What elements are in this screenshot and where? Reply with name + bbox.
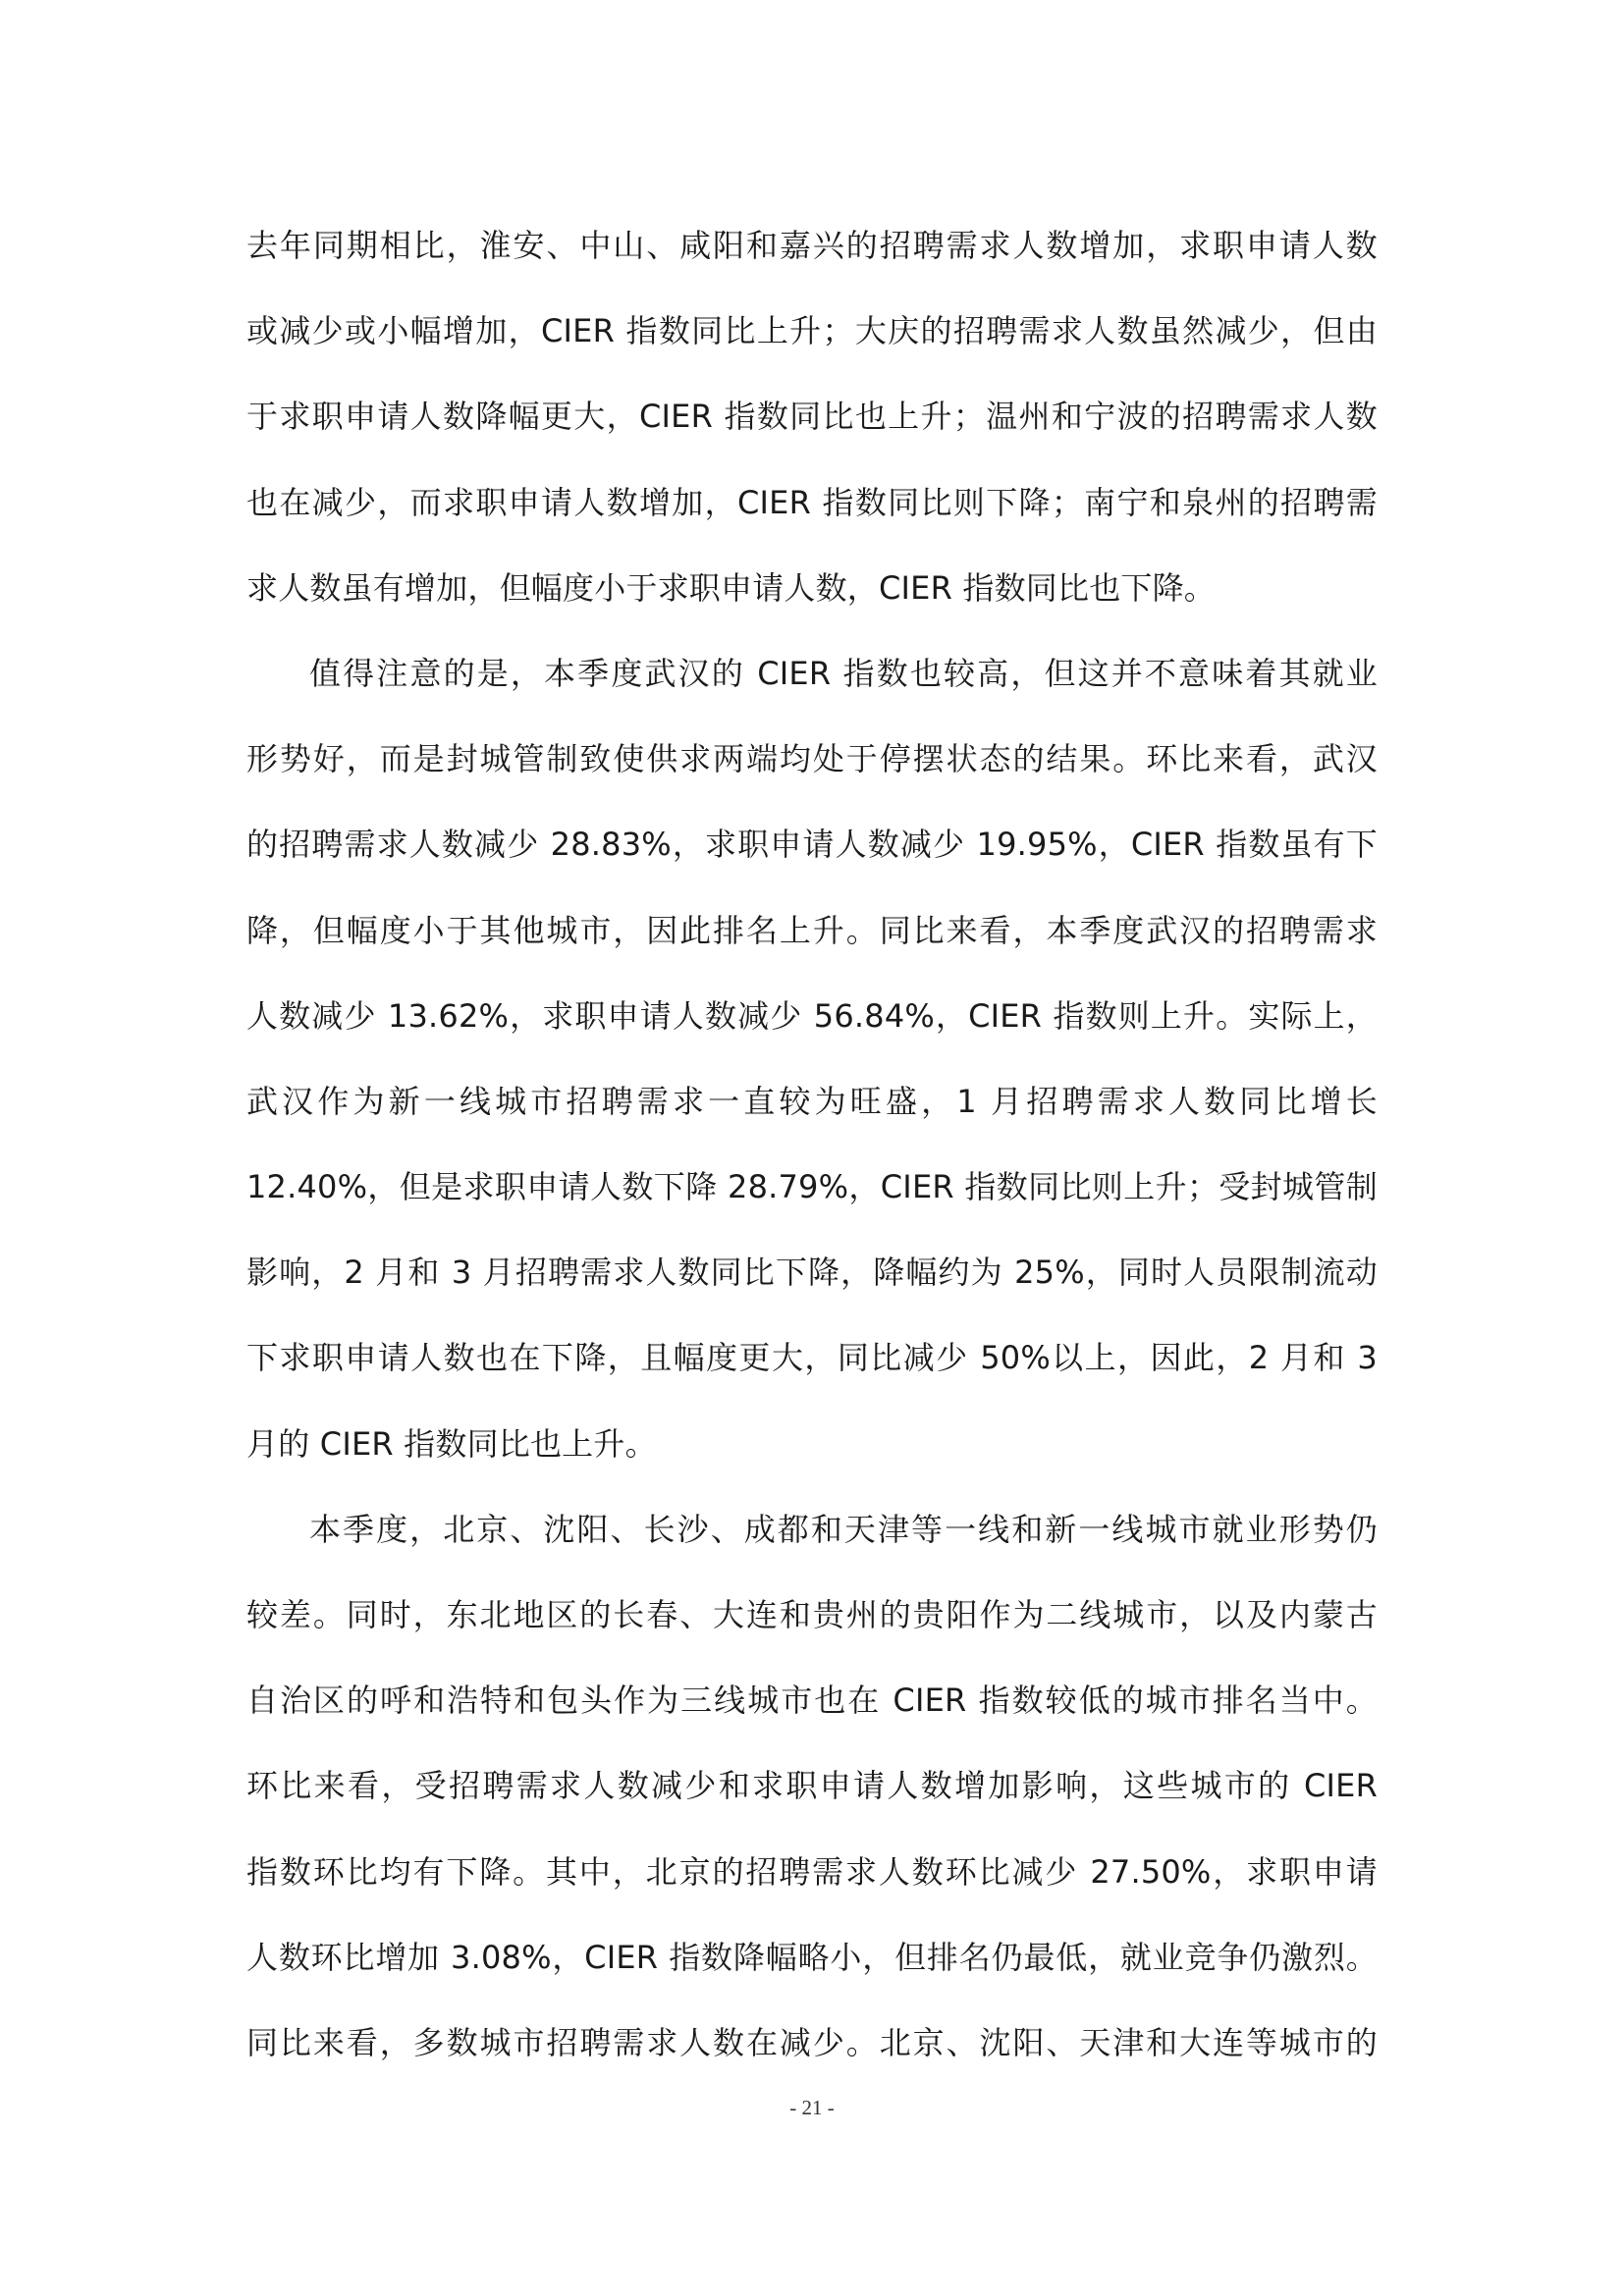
text-line: 人数减少 13.62%，求职申请人数减少 56.84%，CIER 指数则上升。实际上， xyxy=(246,996,1378,1035)
text-line: 月的 CIER 指数同比也上升。 xyxy=(246,1424,657,1463)
text-line: 降，但幅度小于其他城市，因此排名上升。同比来看，本季度武汉的招聘需求 xyxy=(246,911,1378,949)
text-line: 本季度，北京、沈阳、长沙、成都和天津等一线和新一线城市就业形势仍 xyxy=(309,1510,1378,1548)
text-line: 环比来看，受招聘需求人数减少和求职申请人数增加影响，这些城市的 CIER xyxy=(246,1767,1378,1805)
text-line: 12.40%，但是求职申请人数下降 28.79%，CIER 指数同比则上升；受封城管制 xyxy=(246,1168,1378,1206)
text-line: 形势好，而是封城管制致使供求两端均处于停摆状态的结果。环比来看，武汉 xyxy=(246,740,1378,778)
text-line: 同比来看，多数城市招聘需求人数在减少。北京、沈阳、天津和大连等城市的 xyxy=(246,2023,1378,2061)
text-line: 下求职申请人数也在下降，且幅度更大，同比减少 50%以上，因此，2 月和 3 xyxy=(246,1339,1378,1377)
text-line: 指数环比均有下降。其中，北京的招聘需求人数环比减少 27.50%，求职申请 xyxy=(246,1852,1378,1891)
text-line: 人数环比增加 3.08%，CIER 指数降幅略小，但排名仍最低，就业竞争仍激烈。 xyxy=(246,1938,1378,1976)
text-line: 值得注意的是，本季度武汉的 CIER 指数也较高，但这并不意味着其就业 xyxy=(309,654,1378,692)
body-text xyxy=(246,203,1378,2086)
text-line: 或减少或小幅增加，CIER 指数同比上升；大庆的招聘需求人数虽然减少，但由 xyxy=(246,312,1378,350)
text-line: 影响，2 月和 3 月招聘需求人数同比下降，降幅约为 25%，同时人员限制流动 xyxy=(246,1254,1378,1292)
text-line: 求人数虽有增加，但幅度小于求职申请人数，CIER 指数同比也下降。 xyxy=(246,568,1217,607)
text-line: 去年同期相比，淮安、中山、咸阳和嘉兴的招聘需求人数增加，求职申请人数 xyxy=(246,227,1378,264)
text-line: 也在减少，而求职申请人数增加，CIER 指数同比则下降；南宁和泉州的招聘需 xyxy=(246,483,1378,521)
text-line: 较差。同时，东北地区的长春、大连和贵州的贵阳作为二线城市，以及内蒙古 xyxy=(246,1596,1378,1633)
text-line: 自治区的呼和浩特和包头作为三线城市也在 CIER 指数较低的城市排名当中。 xyxy=(246,1682,1378,1720)
text-line: 武汉作为新一线城市招聘需求一直较为旺盛，1 月招聘需求人数同比增长 xyxy=(246,1082,1378,1120)
page-number: - 21 - xyxy=(789,2096,835,2119)
text-line: 于求职申请人数降幅更大，CIER 指数同比也上升；温州和宁波的招聘需求人数 xyxy=(246,398,1378,436)
text-line: 的招聘需求人数减少 28.83%，求职申请人数减少 19.95%，CIER 指数虽有下 xyxy=(246,826,1378,864)
